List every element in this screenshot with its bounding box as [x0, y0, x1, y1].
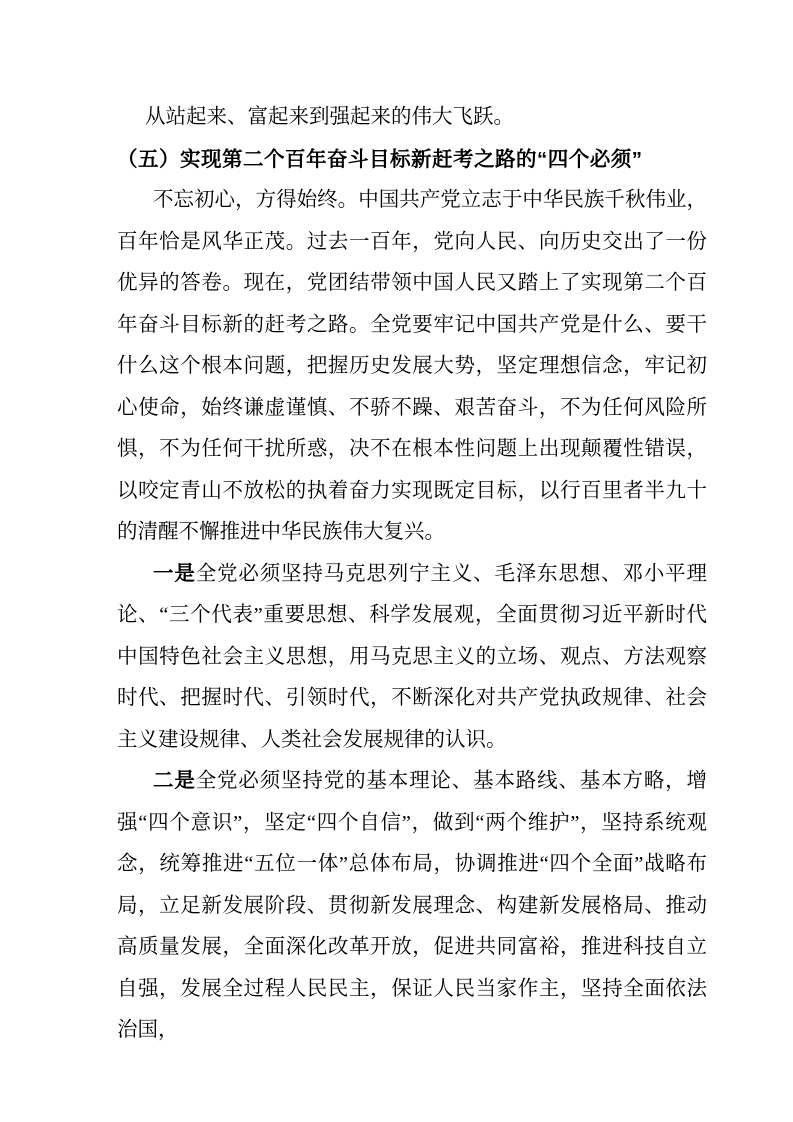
page-content [117, 97, 707, 1052]
paragraph-point-one [117, 554, 707, 762]
paragraph-lead: 一是 [153, 562, 196, 585]
paragraph-lead: 二是 [153, 770, 196, 792]
paragraph-text: 全党必须坚持党的基本理论、基本路线、基本方略，增强“四个意识”，坚定“四个自信”，做到“两个维护”，坚持系统观念，统筹推进“五位一体”总体布局，协调推进“四个全面”战略布局，立足新发展阶段、贯彻新发展理念、构建新发展格局、推动高质量发展，全面深化改革开放，促进共同富裕，推进科技自立自强，发展全过程人民民主，保证人民当家作主，坚持全面依法治国， [117, 770, 708, 1041]
paragraph-trailing-line: 从站起来、富起来到强起来的伟大飞跃。 [145, 106, 514, 128]
paragraph-intro [117, 180, 707, 554]
paragraph-point-two [117, 761, 707, 1052]
section-heading: （五）实现第二个百年奋斗目标新赶考之路的“四个必须” [117, 147, 643, 171]
paragraph-text: 全党必须坚持马克思列宁主义、毛泽东思想、邓小平理论、“三个代表”重要思想、科学发展观，全面贯彻习近平新时代中国特色社会主义思想，用马克思主义的立场、观点、方法观察时代、把握时代、引领时代，不断深化对共产党执政规律、社会主义建设规律、人类社会发展规律的认识。 [117, 562, 708, 751]
paragraph-text: 不忘初心，方得始终。中国共产党立志于中华民族千秋伟业，百年恰是风华正茂。过去一百年，党向人民、向历史交出了一份优异的答卷。现在，党团结带领中国人民又踏上了实现第二个百年奋斗目标新的赶考之路。全党要牢记中国共产党是什么、要干什么这个根本问题，把握历史发展大势，坚定理想信念，牢记初心使命，始终谦虚谨慎、不骄不躁、艰苦奋斗，不为任何风险所惧，不为任何干扰所惑，决不在根本性问题上出现颠覆性错误，以咬定青山不放松的执着奋力实现既定目标，以行百里者半九十的清醒不懈推进中华民族伟大复兴。 [117, 189, 707, 543]
